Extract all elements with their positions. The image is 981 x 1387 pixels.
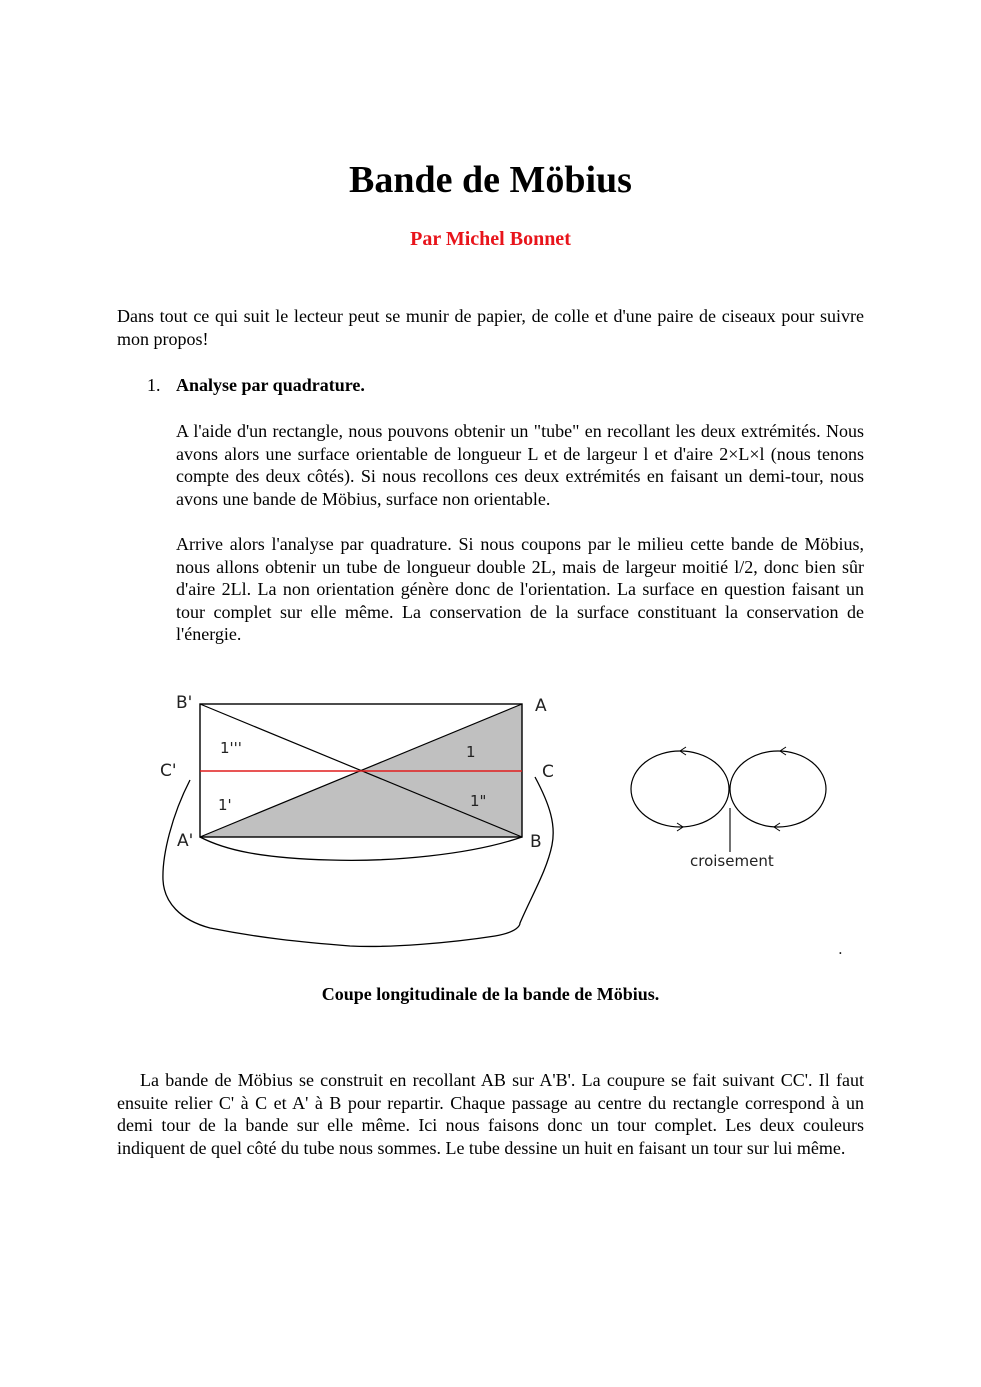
page-title: Bande de Möbius [349, 159, 632, 201]
label-region-1-prime: 1' [218, 796, 232, 814]
label-crossing: croisement [690, 852, 774, 870]
author-line: Par Michel Bonnet [410, 228, 571, 250]
label-c-prime: C' [160, 761, 177, 781]
section-number: 1. [147, 375, 161, 395]
figure-eight-right-loop [730, 751, 826, 827]
label-a: A [535, 696, 547, 716]
closing-paragraph: La bande de Möbius se construit en recollant AB sur A'B'. La coupure se fait suivant CC'. Il faut ensuite relier C' à C et A' à B pour repartir. Chaque passage au centre du rectangle correspond à un demi tour de la bande sur elle même. Ici nous faisons donc un tour complet. Les deux couleurs indiquent de quel côté du tube nous sommes. Le tube dessine un huit en faisant un tour sur lui même. [117, 1070, 864, 1158]
intro-paragraph: Dans tout ce qui suit le lecteur peut se munir de papier, de colle et d'une paire de ciseaux pour suivre mon propos! [117, 306, 864, 349]
label-a-prime: A' [177, 831, 194, 851]
label-region-1: 1 [466, 743, 476, 761]
section-heading: Analyse par quadrature. [176, 375, 365, 395]
section-paragraph-1: A l'aide d'un rectangle, nous pouvons obtenir un "tube" en recollant les deux extrémités. Nous avons alors une surface orientable de longueur L et de largeur l et d'aire 2×L×l (nous tenons compte des deux côtés). Si nous recollons ces deux extrémités en faisant un demi-tour, nous avons une bande de Möbius, surface non orientable. [176, 421, 864, 509]
label-b: B [530, 832, 542, 852]
figure-caption: Coupe longitudinale de la bande de Möbius. [321, 984, 660, 1004]
label-region-1-triple: 1''' [220, 739, 242, 757]
stray-dot: . [838, 940, 843, 955]
label-region-1-double: 1" [470, 792, 487, 810]
figure-eight-left-loop [631, 751, 729, 827]
section-paragraph-2: Arrive alors l'analyse par quadrature. Si nous coupons par le milieu cette bande de Möbius, nous allons obtenir un tube de longueur double 2L, mais de largeur moitié l/2, donc bien sûr d'aire 2Ll. La non orientation génère donc de l'orientation. La surface en question faisant un tour complet sur elle même. La conservation de la surface constituant la conservation de l'énergie. [176, 534, 864, 645]
mobius-diagram [150, 680, 870, 955]
connector-curve-inner [200, 837, 522, 860]
label-b-prime: B' [176, 693, 193, 713]
label-c: C [542, 762, 554, 782]
